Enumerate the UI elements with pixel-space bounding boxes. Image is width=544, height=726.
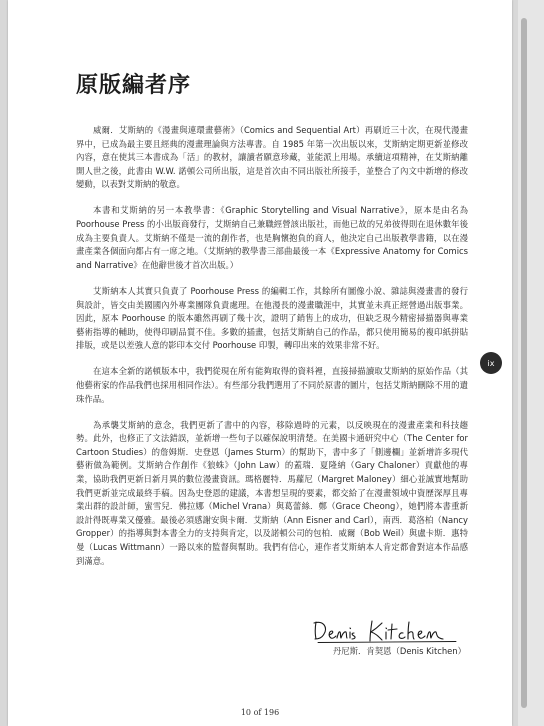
signature-caption: 丹尼斯．肯契恩（Denis Kitchen）: [332, 646, 466, 656]
document-page: [8, 0, 512, 726]
body-text: [76, 124, 468, 581]
paragraph-2: 本書和艾斯納的另一本教學書：《Graphic Storytelling and Visual Narrative》，原本是由名為 Poorhouse Press 的小出版商發行，艾斯納自己兼職經營該出版社，而他已故的兄弟彼得則在退休數年後成為主要負責人。艾斯納不僅是一流的創作者，也是胸懷抱負的商人，他決定自己出版教學書籍，以在漫畫產業各個面向都占有一席之地。（艾斯納的教學書三部曲最後一本《Expressive Anatomy for Comics and Narrative》在他辭世後才首次出版。）: [76, 205, 468, 270]
page-label-badge[interactable]: ix: [480, 352, 502, 374]
paragraph-3: 艾斯納本人其實只負責了 Poorhouse Press 的編輯工作，其餘所有圖像小說、雜誌與漫畫書的發行與設計，皆交由美國國內外專業團隊負責處理。在他漫長的漫畫職涯中，其實並未真正經營過出版事業。因此，原本 Poorhouse 的版本雖然再刷了幾十次，證明了銷售上的成功，但缺乏現今精密掃描器與專業藝術指導的輔助，使得印刷品質不佳。多數的插畫，包括艾斯納自己的作品，都只使用簡易的複印紙拼貼排版，或是以差強人意的影印本交付 Poorhouse 印製，轉印出來的效果非常不好。: [76, 285, 468, 351]
paragraph-1: 威爾．艾斯納的《漫畫與連環畫藝術》（Comics and Sequential Art）再刷近三十次，在現代漫畫界中，已成為最主要且經典的漫畫理論與方法專書。自 1985 年第一次出版以來，艾斯納定期更新並修改內容，意在使其三本書成為「活」的教材，讓讀者願意珍藏，並能派上用場。承續這項精神，在艾斯納離開人世之後，此書由 W.W. 諾頓公司所出版，這是首次由不同出版社所接手，並整合了內文中新增的修改變動，以表對艾斯納的敬意。: [76, 125, 468, 190]
scrollbar-thumb[interactable]: [521, 18, 527, 708]
paragraph-4: 在這本全新的諾頓版本中，我們從現在所有能夠取得的資料裡，直接掃描讀取艾斯納的原始作品（其他藝術家的作品我們也採用相同作法）。有些部分我們選用了不同於原書的圖片，包括艾斯納刪除不用的遺珠作品。: [76, 366, 468, 404]
paragraph-5: 為承襲艾斯納的意念，我們更新了書中的內容，移除過時的元素，以反映現在的漫畫產業和科技趨勢。此外，也修正了文法錯誤，並新增一些句子以確保說明清楚。在美國卡通研究中心（The Center for Cartoon Studies）的詹姆斯．史登恩（James Sturm）的幫助下，書中多了「側邊欄」並新增許多現代藝術做為範例。艾斯納合作創作《狼蛛》（John Law）的蓋瑞．夏隆納（Gary Chaloner）貢獻他的專業，協助我們更新日新月異的數位漫畫資訊。瑪格麗特．馬蘿尼（Margret Maloney）細心並誠實地幫助我們更新並完成最終手稿。因為史登恩的建議，本書想呈現的要素，都交給了在漫畫領域中資歷深厚且專業出群的設計師，蜜雪兒．佛拉娜（Michel Vrana）與葛蕾絲．鄭（Grace Cheong），她們將本書重新設計得既專業又優雅。最後必須感謝安與卡爾．艾斯納（Ann Eisner and Carl），南西．葛洛柏（Nancy Gropper）的指導與對本書全力的支持與肯定，以及諾頓公司的包柏．威爾（Bob Weil）與盧卡斯．惠特曼（Lucas Wittmann）一路以來的監督與幫助。我們有信心，連作者艾斯納本人肯定都會對這本作品感到滿意。: [76, 419, 468, 566]
page-indicator: 10 of 196: [240, 708, 280, 717]
handwritten-signature: [310, 618, 460, 644]
page-title: 原版編者序: [76, 73, 192, 98]
